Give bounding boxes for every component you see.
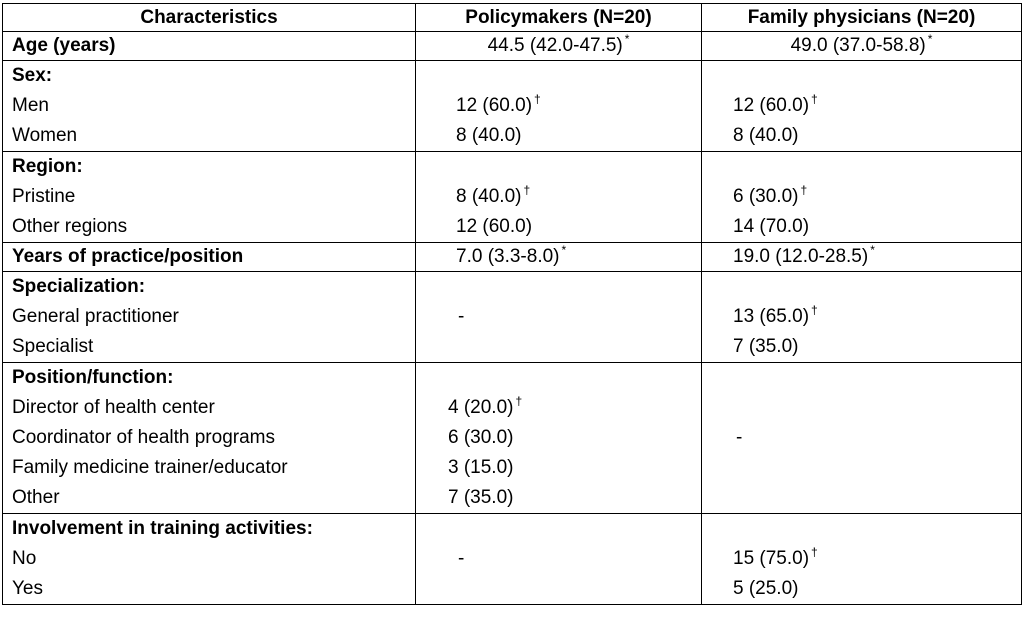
specialization-policymakers-value: - xyxy=(458,306,465,327)
other-policymakers-value: 7 (35.0) xyxy=(448,487,514,508)
table-row-sex xyxy=(3,61,1022,152)
years-physicians-value: 19.0 (12.0-28.5) xyxy=(733,246,869,267)
row-label-other: Other xyxy=(12,487,60,508)
other-regions-policymakers-value: 12 (60.0) xyxy=(456,216,533,237)
row-label-coordinator: Coordinator of health programs xyxy=(12,427,275,448)
row-label-other-regions: Other regions xyxy=(12,216,128,237)
row-label-trainer: Family medicine trainer/educator xyxy=(12,457,288,478)
frequency-marker: † xyxy=(811,303,818,317)
director-policymakers-value: 4 (20.0) xyxy=(448,397,514,418)
women-physicians-value: 8 (40.0) xyxy=(733,125,799,146)
coordinator-policymakers-value: 6 (30.0) xyxy=(448,427,514,448)
row-label-yes: Yes xyxy=(12,578,43,599)
row-label-women: Women xyxy=(12,125,78,146)
trainer-policymakers-value: 3 (15.0) xyxy=(448,457,514,478)
median-marker: * xyxy=(624,32,630,46)
median-marker: * xyxy=(561,243,567,257)
row-label-director: Director of health center xyxy=(12,397,215,418)
training-policymakers-value: - xyxy=(458,548,465,569)
row-label-years: Years of practice/position xyxy=(12,246,244,267)
table-row-training xyxy=(3,514,1022,605)
specialist-physicians-value: 7 (35.0) xyxy=(733,336,799,357)
frequency-marker: † xyxy=(811,92,818,106)
row-label-specialist: Specialist xyxy=(12,336,94,357)
women-policymakers-value: 8 (40.0) xyxy=(456,125,522,146)
row-label-men: Men xyxy=(12,95,49,116)
row-label-sex: Sex: xyxy=(12,65,53,86)
row-label-training: Involvement in training activities: xyxy=(12,518,313,539)
row-label-region: Region: xyxy=(12,156,83,177)
training-yes-physicians-value: 5 (25.0) xyxy=(733,578,799,599)
age-physicians-value: 49.0 (37.0-58.8) xyxy=(790,35,926,56)
header-characteristics: Characteristics xyxy=(3,4,416,32)
men-policymakers-value: 12 (60.0) xyxy=(456,95,533,116)
row-label-age: Age (years) xyxy=(12,35,116,56)
frequency-marker: † xyxy=(800,183,808,197)
median-marker: * xyxy=(927,32,933,46)
table-row-region xyxy=(3,152,1022,243)
header-row xyxy=(3,4,1022,32)
row-label-position: Position/function: xyxy=(12,367,174,388)
table-row-specialization xyxy=(3,272,1022,363)
years-policymakers-value: 7.0 (3.3-8.0) xyxy=(456,246,560,267)
age-policymakers-value: 44.5 (42.0-47.5) xyxy=(487,35,623,56)
header-policymakers: Policymakers (N=20) xyxy=(416,4,702,32)
row-label-general-practitioner: General practitioner xyxy=(12,306,179,327)
median-marker: * xyxy=(870,243,875,257)
position-physicians-value: - xyxy=(736,427,743,448)
frequency-marker: † xyxy=(523,183,531,197)
table-row-years xyxy=(3,243,1022,272)
row-label-no: No xyxy=(12,548,37,569)
pristine-physicians-value: 6 (30.0) xyxy=(733,186,799,207)
frequency-marker: † xyxy=(515,394,523,408)
row-label-pristine: Pristine xyxy=(12,186,76,207)
other-regions-physicians-value: 14 (70.0) xyxy=(733,216,810,237)
table-row-position xyxy=(3,363,1022,514)
row-label-specialization: Specialization: xyxy=(12,276,146,297)
frequency-marker: † xyxy=(811,545,818,559)
frequency-marker: † xyxy=(534,92,541,106)
pristine-policymakers-value: 8 (40.0) xyxy=(456,186,522,207)
header-physicians: Family physicians (N=20) xyxy=(702,4,1022,32)
table-row-age xyxy=(3,32,1022,61)
training-no-physicians-value: 15 (75.0) xyxy=(733,548,810,569)
characteristics-table xyxy=(2,3,1022,605)
general-physicians-value: 13 (65.0) xyxy=(733,306,810,327)
men-physicians-value: 12 (60.0) xyxy=(733,95,810,116)
